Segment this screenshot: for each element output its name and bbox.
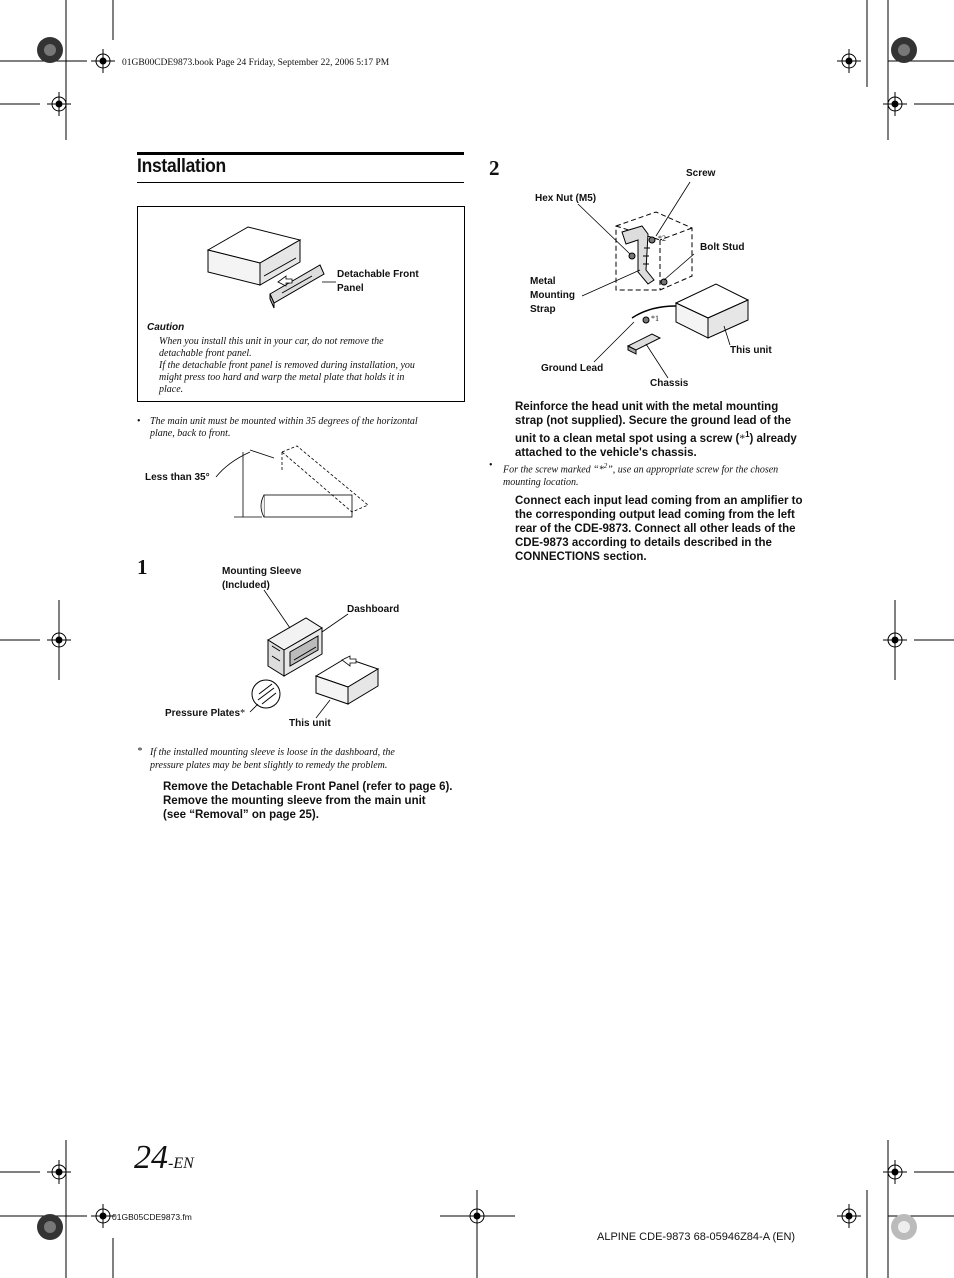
step2-instructions-b: Connect each input lead coming from an amplifier to the corresponding output lead coming from the left rear of the CDE-9873. Connect all other leads of the CDE-9873 according to details described in the CONNECTIONS section. [515,495,803,563]
footer-file-name: 01GB05CDE9873.fm [112,1212,192,1222]
label-bolt-stud: Bolt Stud [700,242,745,253]
page-title: Installation [137,156,226,177]
label-this-unit-1: This unit [289,718,331,729]
label-chassis: Chassis [650,378,689,389]
step-number-1: 1 [137,555,148,579]
angle-note-text: The main unit must be mounted within 35 degrees of the horizontal plane, back to front. [150,416,418,439]
screw-mark-1: *1 [651,314,659,323]
caution-text: When you install this unit in your car, do not remove the detachable front panel. If the detachable front panel is removed during installation, you might press too hard and warp the metal plate that holds it in place. [159,336,415,395]
bullet: • [137,416,141,427]
step2-instructions-a: Reinforce the head unit with the metal mounting strap (not supplied). Secure the ground lead of the unit to a clean metal spot using a screw (*$^1$) already attached to the vehicle's chassis. [515,401,797,459]
label-pressure-plates: Pressure Plates* [165,708,246,719]
screw-note-text: For the screw marked “*$^2$”, use an appropriate screw for the chosen mounting location. [503,462,779,489]
footnote-mark: * [137,746,142,757]
label-screw: Screw [686,168,716,179]
caution-heading: Caution [147,322,185,333]
label-hex-nut: Hex Nut (M5) [535,193,597,204]
label-ground-lead: Ground Lead [541,363,604,374]
label-angle: Less than 35° [145,472,210,483]
header-file-info: 01GB00CDE9873.book Page 24 Friday, September 22, 2006 5:17 PM [122,58,390,68]
label-mounting-sleeve: Mounting Sleeve (Included) [222,566,302,591]
label-this-unit-2: This unit [730,345,772,356]
step-number-2: 2 [489,156,500,180]
label-dashboard: Dashboard [347,604,400,615]
bullet-2: • [489,460,493,471]
footer-model: ALPINE CDE-9873 68-05946Z84-A (EN) [597,1231,796,1243]
label-detachable-front-panel: Detachable Front Panel [337,269,419,294]
footnote-text: If the installed mounting sleeve is loose in the dashboard, the pressure plates may be bent slightly to remedy the problem. [150,747,395,771]
screw-mark-2: *2 [658,234,666,243]
step1-instructions: Remove the Detachable Front Panel (refer to page 6). Remove the mounting sleeve from the main unit (see “Removal” on page 25). [163,781,453,821]
label-metal-mounting-strap: Metal Mounting Strap [530,276,575,315]
page-number: 24-EN [134,1139,194,1176]
